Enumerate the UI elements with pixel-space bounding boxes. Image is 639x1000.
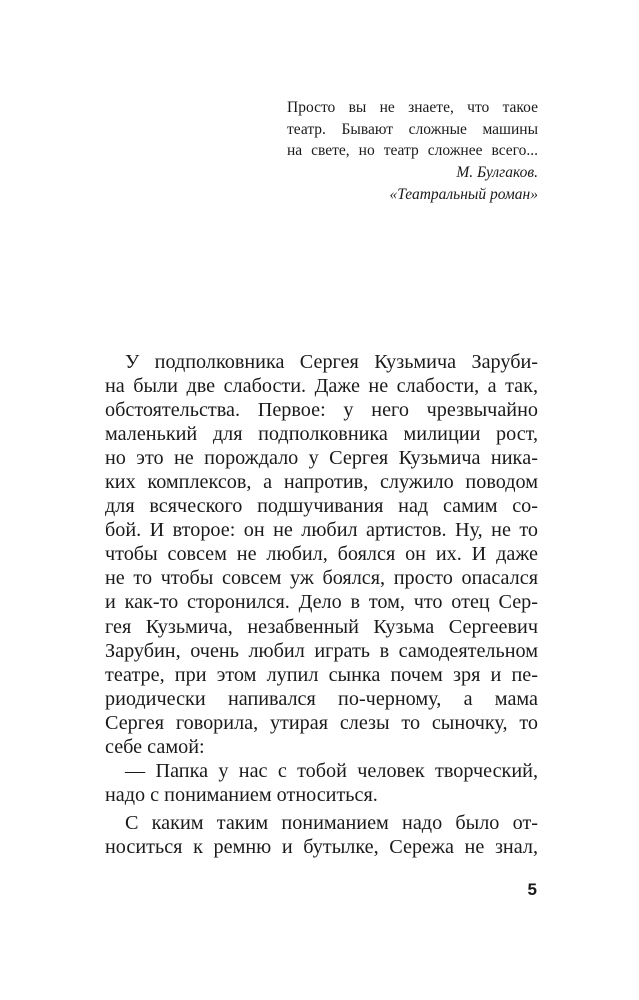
text-line: но это не порождало у Сергея Кузьмича никa- (105, 447, 538, 470)
text-line: Сергея говорила, утирая слезы то сыночку, то (105, 711, 538, 734)
paragraph (105, 811, 538, 859)
text-line: надо с пониманием относиться. (105, 783, 378, 806)
text-line: на были две слабости. Даже не слабости, а так, (105, 375, 538, 398)
epigraph (287, 97, 538, 206)
paragraph-dialogue (105, 759, 538, 807)
page-number: 5 (527, 880, 537, 899)
text-line: У подполковника Сергея Кузьмича Заруби- (125, 351, 538, 373)
text-line: театре, при этом лупил сынка почем зря и пе- (105, 663, 538, 686)
paragraph (105, 350, 538, 759)
text-line: Зарубин, очень любил играть в самодеятельном (105, 639, 538, 662)
text-line: для всяческого подшучивания над самим со- (105, 495, 538, 518)
text-line: риодически напивался по-черному, а мама (105, 687, 538, 710)
text-line: не то чтобы совсем уж боялся, просто опасался (105, 567, 538, 590)
main-text (105, 350, 538, 859)
text-line: и как-то сторонился. Дело в том, что отец Сер- (105, 591, 538, 614)
epigraph-line: Просто вы не знаете, что такое (287, 99, 538, 116)
text-line: — Папка у нас с тобой человек творческий, (125, 759, 538, 782)
text-line: маленький для подполковника милиции рост, (105, 423, 538, 446)
text-line: С каким таким пониманием надо было от- (125, 811, 538, 834)
text-line: бой. И второе: он не любил артистов. Ну, не то (105, 519, 538, 542)
text-line: себе самой: (105, 735, 205, 758)
epigraph-author: М. Булгаков. (456, 164, 538, 182)
epigraph-line: театр. Бывают сложные машины (287, 120, 538, 138)
text-line: гея Кузьмича, незабвенный Кузьма Сергеевич (105, 615, 538, 638)
text-line: обстоятельства. Первое: у него чрезвычайно (105, 399, 538, 422)
epigraph-source: «Театральный роман» (389, 185, 538, 203)
text-line: чтобы совсем не любил, боялся он их. И даже (105, 543, 538, 566)
epigraph-line: на свете, но театр сложнее всего... (287, 142, 538, 160)
text-line: ких комплексов, а напротив, служило поводом (105, 471, 538, 494)
text-line: носиться к ремню и бутылке, Сережа не знал, (105, 835, 538, 858)
